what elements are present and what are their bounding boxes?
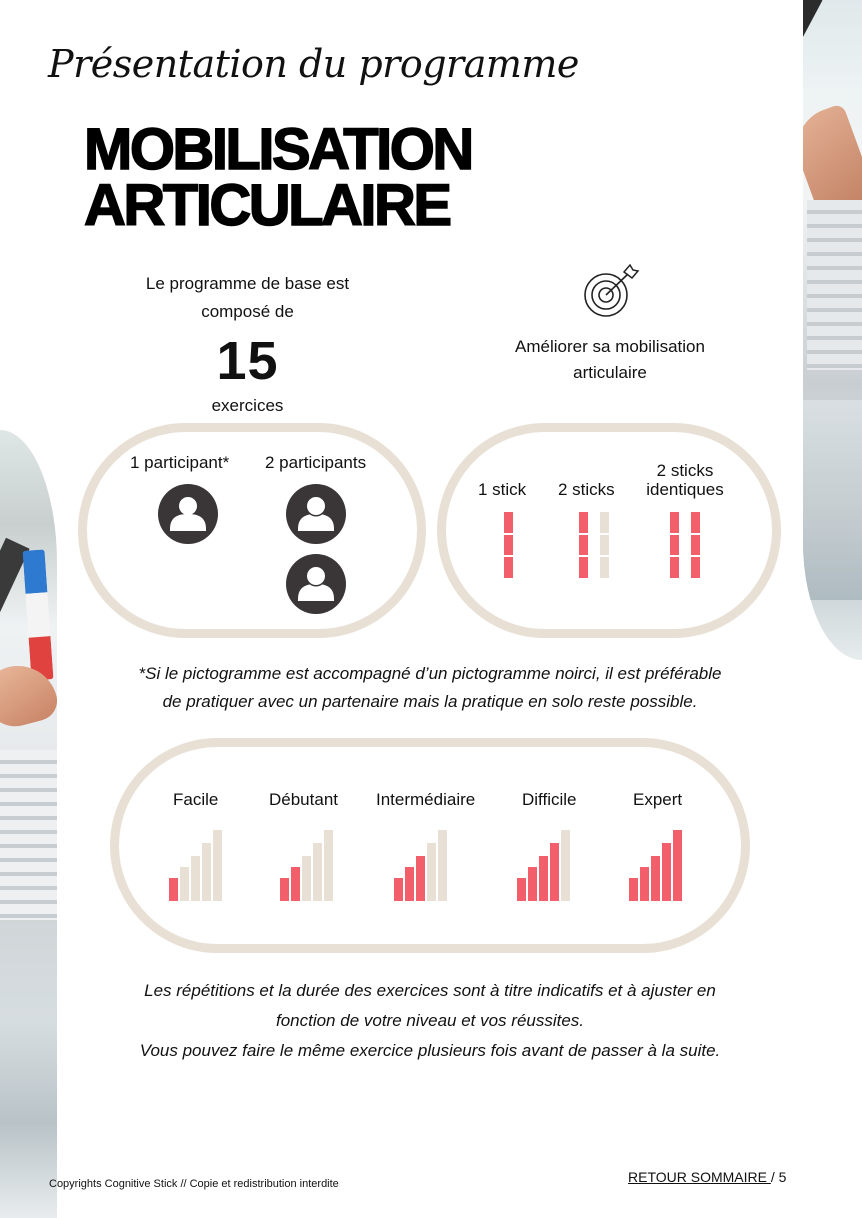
- intro-line1: Le programme de base est: [145, 274, 350, 293]
- decorative-photo-right: [803, 0, 862, 660]
- stick-icon-red: [670, 512, 679, 578]
- exercise-count-block: [120, 270, 375, 420]
- sticks-option-2-label: 2 sticks: [558, 480, 615, 499]
- back-to-summary-link[interactable]: RETOUR SOMMAIRE: [628, 1169, 771, 1185]
- page-title-line2: ARTICULAIRE: [84, 173, 450, 238]
- stick-photo-detail: [803, 0, 822, 106]
- participants-option-1-label: 1 participant*: [130, 453, 230, 472]
- level-bars-facile: [169, 829, 222, 901]
- sticks-option-3-label: 2 sticks identiques: [646, 461, 724, 499]
- intro-line2: composé de: [201, 302, 294, 321]
- goal-line2: articulaire: [573, 363, 647, 382]
- person-icon: [158, 484, 218, 544]
- goal-line1: Améliorer sa mobilisation: [515, 337, 705, 356]
- level-label-intermediaire: Intermédiaire: [376, 790, 476, 809]
- level-bars-difficile: [517, 829, 570, 901]
- person-icon: [286, 554, 346, 614]
- target-dart-icon: [578, 262, 642, 320]
- sticks-panel: [437, 423, 781, 638]
- stick-icon-red: [504, 512, 513, 578]
- exercise-unit: exercices: [211, 396, 284, 415]
- page-number: / 5: [770, 1169, 787, 1185]
- level-label-difficile: Difficile: [522, 790, 577, 809]
- stick-icon-neutral: [600, 512, 609, 578]
- level-label-debutant: Débutant: [269, 790, 338, 809]
- level-bars-debutant: [280, 829, 333, 901]
- page-title-line1: MOBILISATION: [84, 117, 472, 182]
- footer-navigation: [628, 1169, 786, 1185]
- stick-icon-red: [579, 512, 588, 578]
- repetitions-note: Les répétitions et la durée des exercices sont à titre indicatifs et à ajuster en fonction de votre niveau et vos réussites. Vous pouvez faire le même exercice plusieurs fois avant de passer à la suite.: [139, 981, 721, 1060]
- stick-photo-detail: [22, 549, 53, 680]
- decorative-photo-left: [0, 430, 57, 1218]
- exercise-count: 15: [216, 331, 279, 391]
- person-icon: [286, 484, 346, 544]
- copyright-notice: Copyrights Cognitive Stick // Copie et redistribution interdite: [49, 1178, 339, 1190]
- stick-icon-red: [691, 512, 700, 578]
- level-bars-expert: [629, 829, 682, 901]
- level-label-expert: Expert: [633, 790, 683, 809]
- page-title: [84, 117, 472, 238]
- level-bars-intermediaire: [394, 829, 447, 901]
- level-label-facile: Facile: [173, 790, 219, 809]
- participants-footnote: *Si le pictogramme est accompagné d’un pictogramme noirci, il est préférable de pratiquer avec un partenaire mais la pratique en solo reste possible.: [138, 664, 722, 711]
- participants-option-2-label: 2 participants: [265, 453, 367, 472]
- sticks-option-1-label: 1 stick: [478, 480, 527, 499]
- script-subtitle: Présentation du programme: [48, 42, 579, 86]
- goal-block: [490, 262, 730, 386]
